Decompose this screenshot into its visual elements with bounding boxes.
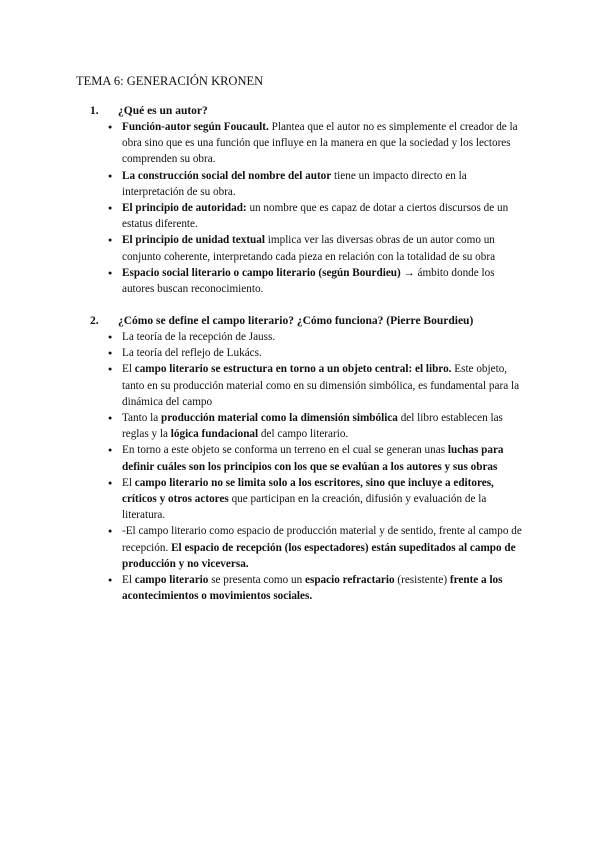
bullet-item (76, 329, 526, 345)
text-run: En torno a este objeto se conforma un terreno en el cual se generan unas (122, 444, 448, 457)
bullet-item (76, 572, 526, 604)
text-run: tiene un impacto directo en la interpretación de su obra. (122, 169, 467, 198)
bullet-item (76, 442, 526, 474)
bullet-item (76, 475, 526, 524)
text-run: La teoría del reflejo de Lukács. (122, 347, 262, 360)
bullet-list (76, 329, 526, 604)
text-run: un nombre que es capaz de dotar a ciertos discursos de un estatus diferente. (122, 202, 509, 231)
bullet-item (76, 410, 526, 442)
text-run: que participan en la creación, difusión y evaluación de la literatura. (122, 493, 487, 522)
text-run: implica ver las diversas obras de un autor como un conjunto coherente, interpretando cada pieza en relación con la totalidad de su obra (122, 234, 496, 263)
section-heading-text: ¿Qué es un autor? (118, 105, 208, 117)
text-run: Plantea que el autor no es simplemente el creador de la obra sino que es una función que influye en la manera en que la sociedad y los lectores comprenden su obra. (122, 121, 518, 166)
text-run: Este objeto, tanto en su producción material como en su dimensión simbólica, es fundamental para la dinámica del campo (122, 363, 520, 408)
bullet-item (76, 168, 526, 200)
bold-text-run: Espacio social literario o campo literario (según Bourdieu) (122, 266, 401, 279)
section-heading-text: ¿Cómo se define el campo literario? ¿Cómo funciona? (Pierre Bourdieu) (118, 315, 474, 327)
section-literary-field (76, 313, 526, 604)
bullet-item (76, 200, 526, 232)
bold-text-run: producción material como la dimensión simbólica (160, 412, 398, 425)
bullet-item (76, 361, 526, 410)
bold-text-run: espacio refractario (305, 574, 395, 587)
bullet-item (76, 265, 526, 297)
bullet-list (76, 119, 526, 297)
bullet-item (76, 119, 526, 168)
bold-text-run: El principio de unidad textual (122, 234, 265, 247)
text-run: El (122, 476, 135, 489)
text-run: El (122, 363, 135, 376)
bold-text-run: El principio de autoridad: (122, 202, 247, 215)
bold-text-run: lógica fundacional (170, 428, 259, 441)
text-run: Tanto la (122, 412, 161, 425)
section-heading (76, 313, 526, 329)
bold-text-run: campo literario se estructura en torno a un objeto central: el libro. (134, 363, 452, 376)
section-number: 2. (90, 315, 99, 327)
section-what-is-author (76, 103, 526, 297)
bold-text-run: luchas para definir cuáles son los principios con los que se evalúan a los autores y sus obras (122, 444, 504, 473)
text-run: se presenta como un (208, 574, 306, 587)
text-run: El (122, 574, 135, 587)
bold-text-run: Función-autor según Foucault. (122, 121, 269, 133)
text-run: → ámbito donde los autores buscan reconocimiento. (122, 266, 495, 296)
bullet-item (76, 232, 526, 264)
bold-text-run: campo literario no se limita solo a los escritores, sino que incluye a editores, críticos y otros actores (122, 476, 494, 506)
bullet-item (76, 523, 526, 572)
bold-text-run: La construcción social del nombre del autor (122, 169, 332, 182)
bold-text-run: frente a los acontecimientos o movimientos sociales. (122, 574, 503, 603)
bold-text-run: El espacio de recepción (los espectadores) están supeditados al campo de producción y no viceversa. (122, 541, 516, 570)
section-number: 1. (90, 105, 99, 117)
text-run: -El campo literario como espacio de producción material y de sentido, frente al campo de recepción. (122, 525, 522, 554)
text-run: (resistente) (394, 574, 450, 587)
document-title: TEMA 6: GENERACIÓN KRONEN (76, 74, 264, 88)
section-heading (76, 103, 526, 119)
text-run: del libro establecen las reglas y la (122, 412, 503, 441)
text-run: del campo literario. (258, 428, 349, 441)
text-run: La teoría de la recepción de Jauss. (122, 331, 276, 343)
bullet-item (76, 345, 526, 361)
bold-text-run: campo literario (134, 574, 209, 587)
